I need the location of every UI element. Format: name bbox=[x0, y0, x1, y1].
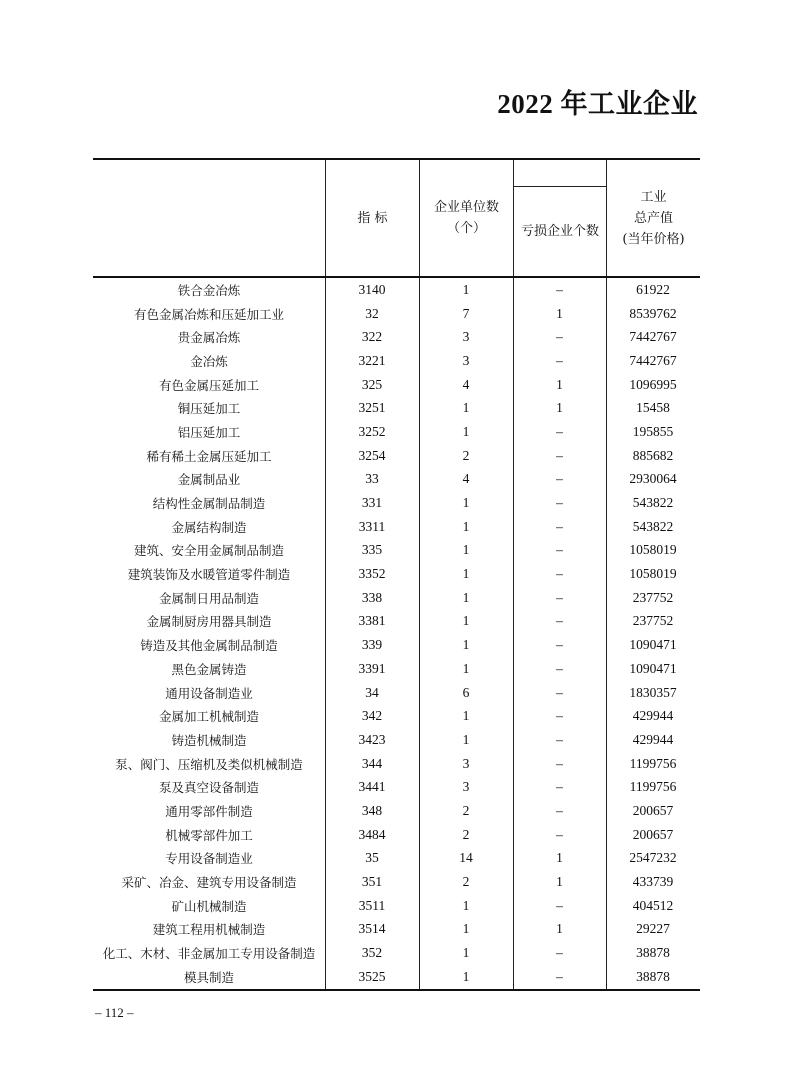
cell-name: 稀有稀土金属压延加工 bbox=[146, 448, 272, 464]
table-row bbox=[93, 847, 700, 871]
cell-units: 4 bbox=[462, 376, 470, 392]
cell-output: 429944 bbox=[632, 708, 674, 724]
cell-output: 543822 bbox=[632, 495, 674, 511]
cell-name: 金属结构制造 bbox=[171, 519, 247, 535]
cell-loss: – bbox=[556, 542, 563, 558]
table-row bbox=[93, 491, 700, 515]
cell-output: 237752 bbox=[632, 589, 674, 605]
table-row bbox=[93, 278, 700, 302]
cell-output: 433739 bbox=[632, 874, 674, 890]
table-row bbox=[93, 420, 700, 444]
cell-code: 3311 bbox=[358, 518, 386, 534]
cell-output: 1058019 bbox=[629, 542, 677, 558]
table-row bbox=[93, 752, 700, 776]
cell-loss: – bbox=[556, 637, 563, 653]
cell-units: 2 bbox=[462, 874, 470, 890]
cell-name: 采矿、冶金、建筑专用设备制造 bbox=[121, 875, 297, 891]
cell-units: 7 bbox=[462, 305, 470, 321]
cell-code: 3525 bbox=[358, 968, 386, 984]
cell-loss: 1 bbox=[556, 850, 563, 866]
cell-loss: – bbox=[556, 613, 563, 629]
cell-name: 建筑、安全用金属制品制造 bbox=[133, 543, 284, 559]
column-divider bbox=[513, 278, 514, 989]
cell-units: 2 bbox=[462, 447, 470, 463]
cell-name: 模具制造 bbox=[183, 969, 234, 985]
cell-loss: 1 bbox=[556, 921, 563, 937]
table-row bbox=[93, 633, 700, 657]
cell-loss: – bbox=[556, 329, 563, 345]
cell-code: 3511 bbox=[358, 897, 386, 913]
cell-units: 1 bbox=[462, 660, 470, 676]
table-row bbox=[93, 681, 700, 705]
cell-units: 6 bbox=[462, 684, 470, 700]
cell-code: 34 bbox=[365, 684, 379, 700]
cell-name: 泵及真空设备制造 bbox=[158, 780, 259, 796]
cell-name: 泵、阀门、压缩机及类似机械制造 bbox=[115, 756, 303, 772]
cell-loss: – bbox=[556, 968, 563, 984]
table-bottom-rule bbox=[93, 989, 700, 991]
cell-code: 352 bbox=[361, 945, 383, 961]
table-row bbox=[93, 823, 700, 847]
header-units-line1: 企业单位数 bbox=[433, 200, 499, 215]
table-header bbox=[93, 160, 700, 276]
table-row bbox=[93, 775, 700, 799]
cell-loss: – bbox=[556, 755, 563, 771]
cell-loss: – bbox=[556, 897, 563, 913]
cell-loss: – bbox=[556, 495, 563, 511]
cell-code: 342 bbox=[361, 708, 383, 724]
table-row bbox=[93, 894, 700, 918]
table-row bbox=[93, 610, 700, 634]
cell-output: 15458 bbox=[636, 400, 670, 416]
cell-output: 543822 bbox=[632, 518, 674, 534]
cell-loss: – bbox=[556, 826, 563, 842]
cell-name: 机械零部件加工 bbox=[165, 827, 253, 843]
cell-name: 化工、木材、非金属加工专用设备制造 bbox=[102, 946, 316, 962]
table-row bbox=[93, 302, 700, 326]
cell-name: 金属制厨房用器具制造 bbox=[146, 614, 272, 630]
table-row bbox=[93, 586, 700, 610]
cell-code: 338 bbox=[361, 589, 383, 605]
cell-units: 1 bbox=[462, 897, 470, 913]
cell-code: 351 bbox=[361, 874, 383, 890]
cell-units: 1 bbox=[462, 921, 470, 937]
cell-loss: 1 bbox=[556, 874, 563, 890]
cell-loss: – bbox=[556, 352, 563, 368]
cell-output: 2930064 bbox=[629, 471, 677, 487]
table-row bbox=[93, 396, 700, 420]
cell-units: 4 bbox=[462, 471, 470, 487]
table-row bbox=[93, 870, 700, 894]
cell-name: 金属加工机械制造 bbox=[158, 709, 259, 725]
cell-units: 1 bbox=[462, 637, 470, 653]
cell-units: 2 bbox=[462, 826, 470, 842]
table-row bbox=[93, 515, 700, 539]
cell-code: 32 bbox=[365, 305, 379, 321]
cell-output: 195855 bbox=[632, 423, 674, 439]
cell-loss: – bbox=[556, 660, 563, 676]
header-code: 指 标 bbox=[357, 210, 388, 226]
cell-code: 3221 bbox=[358, 352, 386, 368]
cell-name: 贵金属冶炼 bbox=[177, 330, 241, 346]
cell-loss: – bbox=[556, 945, 563, 961]
cell-code: 348 bbox=[361, 802, 383, 818]
cell-units: 1 bbox=[462, 495, 470, 511]
cell-name: 结构性金属制品制造 bbox=[152, 496, 266, 512]
cell-output: 200657 bbox=[632, 802, 674, 818]
table-row bbox=[93, 799, 700, 823]
cell-name: 金属制品业 bbox=[177, 472, 241, 488]
cell-name: 铸造机械制造 bbox=[171, 732, 247, 748]
cell-name: 建筑工程用机械制造 bbox=[152, 922, 266, 938]
table-row bbox=[93, 349, 700, 373]
cell-loss: – bbox=[556, 779, 563, 795]
cell-code: 33 bbox=[365, 471, 379, 487]
header-output-line1: 工业 bbox=[640, 189, 667, 205]
cell-code: 35 bbox=[365, 850, 379, 866]
page-number: – 112 – bbox=[95, 1005, 134, 1020]
cell-units: 3 bbox=[462, 352, 470, 368]
cell-units: 1 bbox=[462, 518, 470, 534]
cell-output: 61922 bbox=[636, 281, 670, 297]
header-units bbox=[420, 160, 513, 276]
table-row bbox=[93, 657, 700, 681]
cell-output: 237752 bbox=[632, 613, 674, 629]
cell-name: 有色金属冶炼和压延加工业 bbox=[133, 306, 284, 322]
cell-output: 38878 bbox=[636, 968, 670, 984]
cell-loss: – bbox=[556, 731, 563, 747]
cell-code: 339 bbox=[361, 637, 383, 653]
cell-output: 429944 bbox=[632, 731, 674, 747]
table-row bbox=[93, 325, 700, 349]
cell-name: 铝压延加工 bbox=[177, 424, 241, 440]
cell-name: 有色金属压延加工 bbox=[158, 377, 259, 393]
header-name bbox=[93, 160, 325, 276]
cell-output: 7442767 bbox=[629, 329, 677, 345]
header-units-line2: （个） bbox=[446, 221, 486, 236]
cell-code: 322 bbox=[361, 329, 383, 345]
cell-units: 1 bbox=[462, 400, 470, 416]
cell-output: 1199756 bbox=[629, 779, 677, 795]
cell-code: 325 bbox=[361, 376, 383, 392]
table-row bbox=[93, 728, 700, 752]
table-row bbox=[93, 373, 700, 397]
cell-loss: – bbox=[556, 518, 563, 534]
cell-name: 金属制日用品制造 bbox=[158, 590, 259, 606]
table-row bbox=[93, 941, 700, 965]
cell-name: 金冶炼 bbox=[190, 353, 228, 369]
cell-loss: – bbox=[556, 471, 563, 487]
table-row bbox=[93, 918, 700, 942]
cell-code: 3391 bbox=[358, 660, 386, 676]
cell-name: 矿山机械制造 bbox=[171, 898, 247, 914]
cell-output: 7442767 bbox=[629, 352, 677, 368]
table-row bbox=[93, 965, 700, 989]
cell-output: 38878 bbox=[636, 945, 670, 961]
cell-code: 3352 bbox=[358, 566, 386, 582]
cell-units: 1 bbox=[462, 945, 470, 961]
industry-table bbox=[93, 158, 700, 991]
cell-units: 1 bbox=[462, 708, 470, 724]
cell-output: 1096995 bbox=[629, 376, 677, 392]
cell-code: 3381 bbox=[358, 613, 386, 629]
table-row bbox=[93, 539, 700, 563]
cell-output: 1090471 bbox=[629, 660, 677, 676]
table-body bbox=[93, 278, 700, 989]
cell-output: 1058019 bbox=[629, 566, 677, 582]
cell-code: 3441 bbox=[358, 779, 386, 795]
cell-code: 3254 bbox=[358, 447, 386, 463]
cell-units: 1 bbox=[462, 613, 470, 629]
cell-units: 1 bbox=[462, 281, 470, 297]
cell-name: 建筑装饰及水暖管道零件制造 bbox=[127, 567, 291, 583]
cell-code: 3484 bbox=[358, 826, 386, 842]
cell-units: 3 bbox=[462, 779, 470, 795]
cell-output: 2547232 bbox=[629, 850, 677, 866]
cell-code: 3514 bbox=[358, 921, 386, 937]
header-output-line3: (当年价格) bbox=[622, 231, 685, 247]
header-output bbox=[607, 160, 700, 276]
cell-output: 29227 bbox=[636, 921, 670, 937]
cell-units: 1 bbox=[462, 423, 470, 439]
cell-units: 2 bbox=[462, 802, 470, 818]
cell-units: 1 bbox=[462, 566, 470, 582]
header-output-line2: 总产值 bbox=[633, 210, 673, 226]
cell-name: 通用设备制造业 bbox=[165, 685, 253, 701]
cell-name: 铁合金冶炼 bbox=[177, 282, 241, 298]
page-title: 2022 年工业企业 bbox=[497, 89, 698, 119]
cell-units: 1 bbox=[462, 589, 470, 605]
cell-loss: – bbox=[556, 423, 563, 439]
header-loss: 亏损企业个数 bbox=[520, 224, 599, 239]
cell-loss: 1 bbox=[556, 376, 563, 392]
cell-code: 331 bbox=[361, 495, 383, 511]
cell-code: 3251 bbox=[358, 400, 386, 416]
cell-output: 200657 bbox=[632, 826, 674, 842]
cell-loss: – bbox=[556, 281, 563, 297]
cell-loss: – bbox=[556, 684, 563, 700]
column-divider bbox=[325, 278, 326, 989]
cell-loss: 1 bbox=[556, 305, 563, 321]
cell-loss: – bbox=[556, 447, 563, 463]
cell-units: 1 bbox=[462, 731, 470, 747]
cell-code: 335 bbox=[361, 542, 383, 558]
cell-units: 1 bbox=[462, 542, 470, 558]
cell-code: 3140 bbox=[358, 281, 386, 297]
cell-output: 1199756 bbox=[629, 755, 677, 771]
column-divider bbox=[606, 278, 607, 989]
cell-loss: – bbox=[556, 589, 563, 605]
table-row bbox=[93, 562, 700, 586]
column-divider bbox=[419, 278, 420, 989]
cell-output: 1090471 bbox=[629, 637, 677, 653]
cell-name: 铜压延加工 bbox=[177, 401, 241, 417]
cell-loss: – bbox=[556, 708, 563, 724]
cell-code: 3252 bbox=[358, 423, 386, 439]
cell-loss: – bbox=[556, 802, 563, 818]
table-row bbox=[93, 444, 700, 468]
cell-output: 8539762 bbox=[629, 305, 677, 321]
cell-loss: 1 bbox=[556, 400, 563, 416]
cell-loss: – bbox=[556, 566, 563, 582]
cell-code: 344 bbox=[361, 755, 383, 771]
cell-output: 1830357 bbox=[629, 684, 677, 700]
cell-name: 通用零部件制造 bbox=[165, 803, 253, 819]
cell-output: 404512 bbox=[632, 897, 674, 913]
cell-code: 3423 bbox=[358, 731, 386, 747]
table-row bbox=[93, 468, 700, 492]
cell-name: 铸造及其他金属制品制造 bbox=[140, 638, 278, 654]
cell-units: 3 bbox=[462, 329, 470, 345]
cell-units: 14 bbox=[459, 850, 473, 866]
cell-units: 1 bbox=[462, 968, 470, 984]
cell-output: 885682 bbox=[632, 447, 674, 463]
cell-units: 3 bbox=[462, 755, 470, 771]
cell-name: 黑色金属铸造 bbox=[171, 661, 247, 677]
table-row bbox=[93, 704, 700, 728]
cell-name: 专用设备制造业 bbox=[165, 851, 253, 867]
